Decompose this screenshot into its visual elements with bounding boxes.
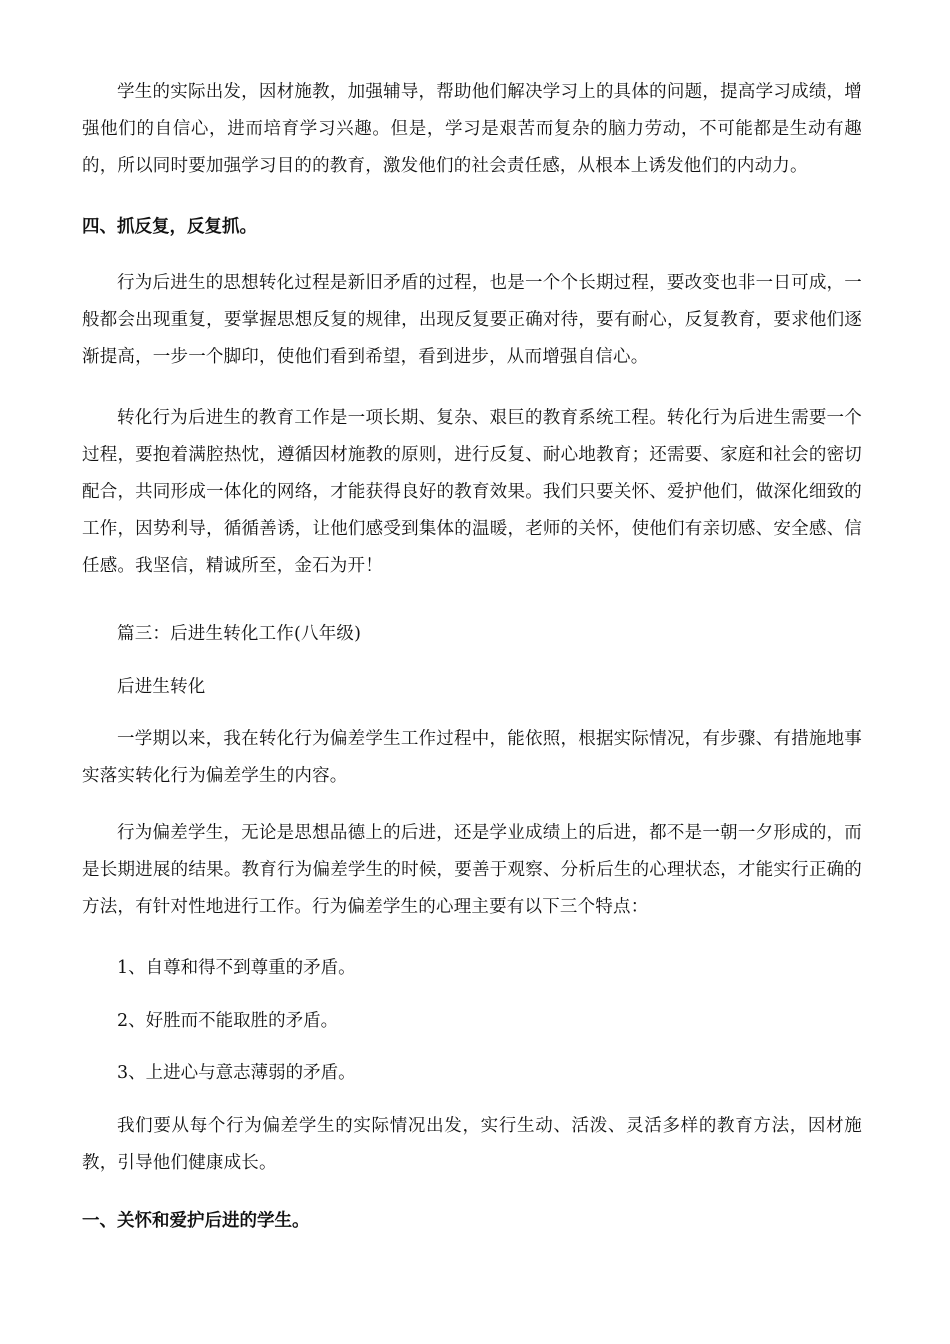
paragraph-semester: 一学期以来，我在转化行为偏差学生工作过程中，能依照，根据实际情况，有步骤、有措施地事实落实转化行为偏差学生的内容。 <box>82 729 862 786</box>
heading-section-one: 一、关怀和爱护后进的学生。 <box>82 1211 310 1231</box>
paragraph-conclusion: 转化行为后进生的教育工作是一项长期、复杂、艰巨的教育系统工程。转化行为后进生需要一个过程，要抱着满腔热忱，遵循因材施教的原则，进行反复、耐心地教育；还需要、家庭和社会的密切配合，共同形成一体化的网络，才能获得良好的教育效果。我们只要关怀、爱护他们，做深化细致的工作，因势利导，循循善诱，让他们感受到集体的温暖，老师的关怀，使他们有亲切感、安全感、信任感。我坚信，精诚所至，金石为开！ <box>82 408 862 576</box>
paragraph-repetition: 行为后进生的思想转化过程是新旧矛盾的过程，也是一个个长期过程，要改变也非一日可成，一般都会出现重复，要掌握思想反复的规律，出现反复要正确对待，要有耐心，反复教育，要求他们逐渐提高，一步一个脚印，使他们看到希望，看到进步，从而增强自信心。 <box>82 273 862 367</box>
list-item-2: 2、好胜而不能取胜的矛盾。 <box>117 1011 339 1031</box>
list-item-3: 3、上进心与意志薄弱的矛盾。 <box>117 1063 356 1083</box>
paragraph-methods: 我们要从每个行为偏差学生的实际情况出发，实行生动、活泼、灵活多样的教育方法，因材施教，引导他们健康成长。 <box>82 1116 862 1173</box>
paragraph-characteristics: 行为偏差学生，无论是思想品德上的后进，还是学业成绩上的后进，都不是一朝一夕形成的，而是长期进展的结果。教育行为偏差学生的时候，要善于观察、分析后生的心理状态，才能实行正确的方法，有针对性地进行工作。行为偏差学生的心理主要有以下三个特点： <box>82 823 862 917</box>
section-title: 篇三：后进生转化工作(八年级) <box>117 624 362 644</box>
list-item-1: 1、自尊和得不到尊重的矛盾。 <box>117 958 356 978</box>
paragraph-intro-continued: 学生的实际出发，因材施教，加强辅导，帮助他们解决学习上的具体的问题，提高学习成绩，增强他们的自信心，进而培育学习兴趣。但是，学习是艰苦而复杂的脑力劳动，不可能都是生动有趣的，所以同时要加强学习目的的教育，激发他们的社会责任感，从根本上诱发他们的内动力。 <box>82 82 862 176</box>
heading-section-four: 四、抓反复，反复抓。 <box>82 217 257 237</box>
section-subtitle: 后进生转化 <box>117 677 206 697</box>
